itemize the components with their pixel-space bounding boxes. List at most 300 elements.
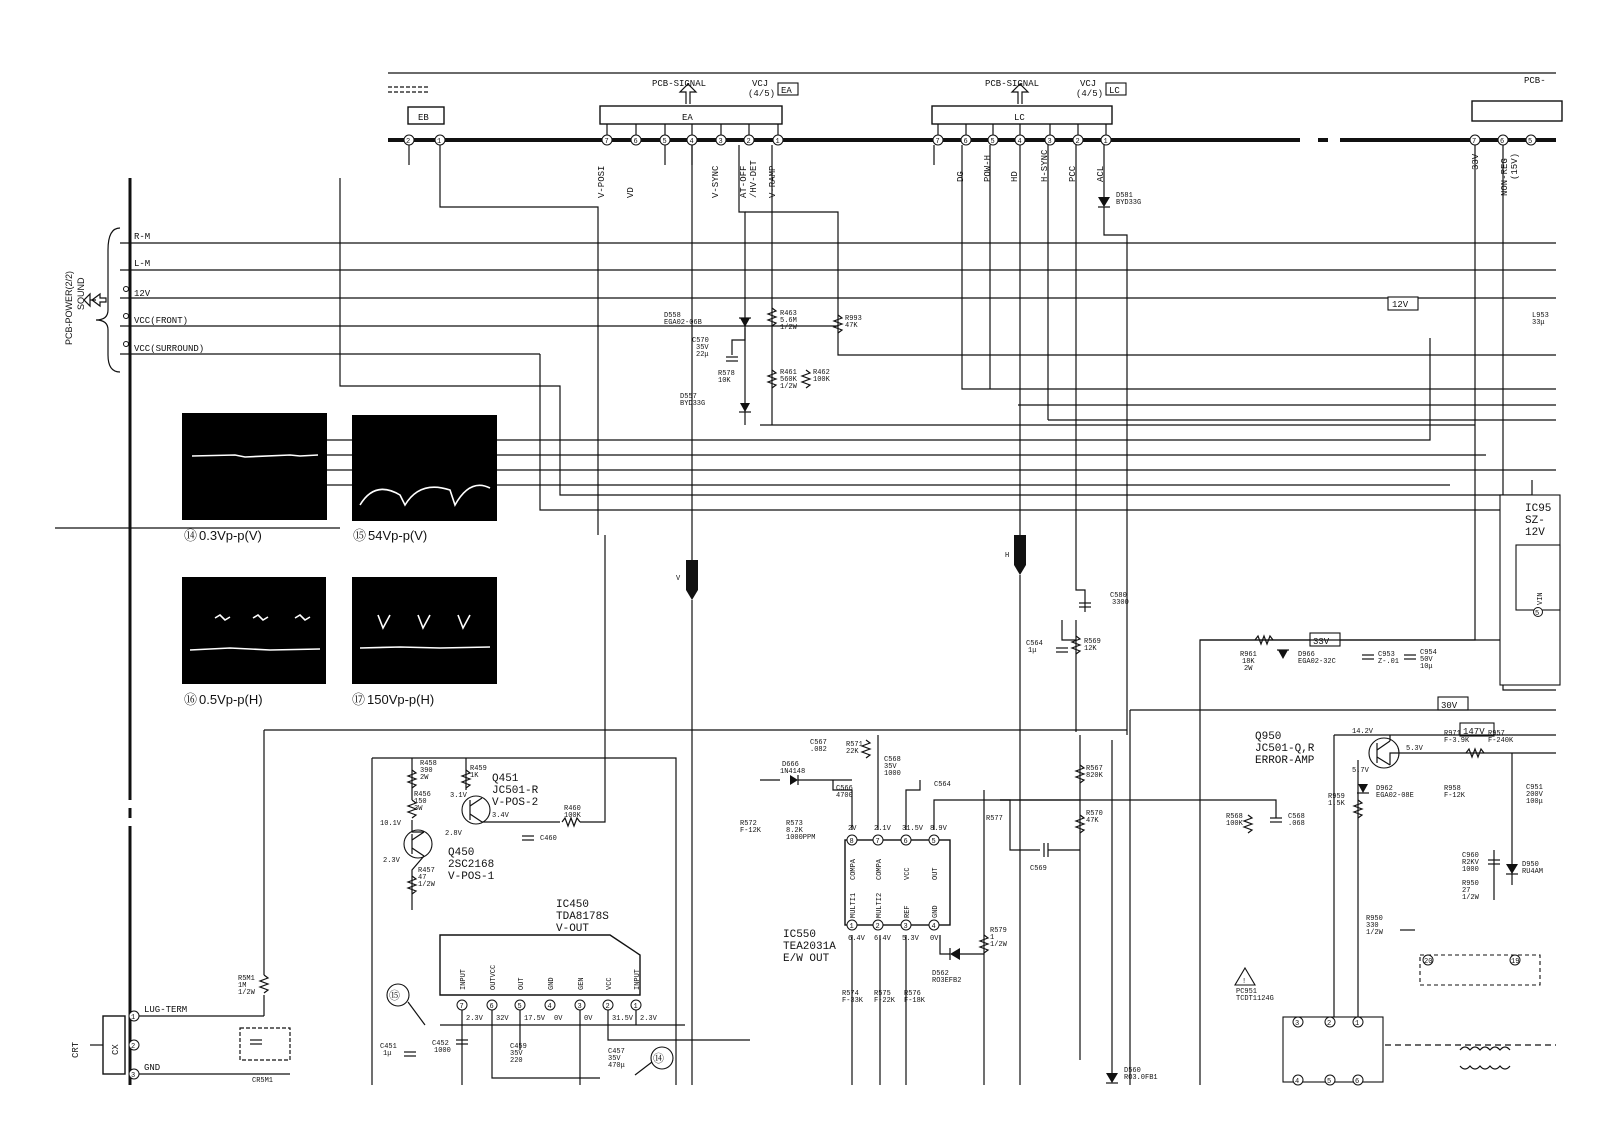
svg-text:50V: 50V bbox=[1420, 656, 1433, 664]
svg-text:R950: R950 bbox=[1366, 915, 1383, 923]
svg-text:1: 1 bbox=[131, 1014, 136, 1022]
svg-text:IC95: IC95 bbox=[1525, 503, 1552, 515]
svg-text:C580: C580 bbox=[1110, 592, 1127, 600]
svg-text:JC501-R: JC501-R bbox=[492, 785, 539, 797]
power-group-label: PCB-POWER(2/2) bbox=[64, 270, 74, 345]
svg-text:2: 2 bbox=[406, 138, 411, 146]
svg-text:R579: R579 bbox=[990, 927, 1007, 935]
ic550-pin-number: 8 bbox=[849, 838, 854, 846]
ic550-pin-voltage: 6.4V bbox=[848, 935, 865, 943]
lc-pin-number: 2 bbox=[1075, 138, 1080, 146]
ic450-pin-voltage: 31.5V bbox=[612, 1015, 634, 1023]
lc-pin-number: 3 bbox=[1047, 138, 1052, 146]
svg-text:C960: C960 bbox=[1462, 852, 1479, 860]
rail-147v: 147V bbox=[1463, 727, 1485, 737]
svg-text:R574: R574 bbox=[842, 990, 859, 998]
connector-lc-header bbox=[932, 79, 1126, 124]
svg-text:TCDT1124G: TCDT1124G bbox=[1236, 995, 1274, 1003]
svg-text:SOUND: SOUND bbox=[76, 277, 86, 310]
svg-text:3W: 3W bbox=[414, 805, 423, 813]
svg-text:3300: 3300 bbox=[1112, 599, 1129, 607]
ic550-pin-number: 6 bbox=[903, 838, 908, 846]
svg-text:8.2K: 8.2K bbox=[786, 827, 803, 835]
svg-text:5: 5 bbox=[1327, 1078, 1332, 1086]
svg-text:D562: D562 bbox=[932, 970, 949, 978]
svg-text:1000PPM: 1000PPM bbox=[786, 834, 816, 842]
svg-text:(4/5): (4/5) bbox=[748, 89, 776, 99]
svg-text:1/2W: 1/2W bbox=[238, 989, 255, 997]
q950-circuit bbox=[1255, 728, 1556, 937]
svg-text:F-12K: F-12K bbox=[740, 827, 762, 835]
connector-ea-header bbox=[600, 79, 798, 124]
svg-text:VCJ: VCJ bbox=[1080, 79, 1097, 89]
svg-text:R572: R572 bbox=[740, 820, 757, 828]
ic450-pin-label: OUTVCC bbox=[490, 964, 498, 990]
ic550-pin-label: GND bbox=[932, 905, 940, 918]
svg-text:V-POS-2: V-POS-2 bbox=[492, 797, 539, 809]
lc-signal-label: HD bbox=[1010, 171, 1020, 182]
svg-text:R573: R573 bbox=[786, 820, 803, 828]
svg-text:V: V bbox=[676, 575, 681, 583]
svg-text:10.1V: 10.1V bbox=[380, 820, 402, 828]
svg-text:35V: 35V bbox=[510, 1050, 523, 1058]
ic450-pin-voltage: 0V bbox=[554, 1015, 563, 1023]
ic450-name: IC450 bbox=[556, 899, 590, 911]
svg-text:(15V): (15V) bbox=[1510, 152, 1520, 180]
svg-text:C452: C452 bbox=[432, 1040, 449, 1048]
ea-signal-label: V-POSI bbox=[597, 165, 607, 198]
svg-text:C567: C567 bbox=[810, 739, 827, 747]
svg-text:F-18K: F-18K bbox=[904, 997, 926, 1005]
svg-text:820K: 820K bbox=[1086, 772, 1103, 780]
ic550-pin-number: 1 bbox=[849, 923, 854, 931]
svg-text:VIN: VIN bbox=[1537, 592, 1545, 605]
svg-text:33μ: 33μ bbox=[1532, 319, 1545, 327]
svg-text:R5M1: R5M1 bbox=[238, 975, 255, 983]
svg-text:12K: 12K bbox=[1084, 645, 1097, 653]
ic550-pin-label: COMPA bbox=[850, 858, 858, 880]
connector-lc-pins bbox=[933, 124, 1111, 182]
svg-text:12V: 12V bbox=[1525, 527, 1545, 539]
ic450-pin-number: 3 bbox=[577, 1003, 582, 1011]
svg-text:47: 47 bbox=[418, 874, 427, 882]
ea-pin-number: 6 bbox=[633, 138, 638, 146]
svg-text:EGA02-06B: EGA02-06B bbox=[664, 319, 702, 327]
ic450-pin-voltage: 0V bbox=[584, 1015, 593, 1023]
svg-text:(4/5): (4/5) bbox=[1076, 89, 1104, 99]
svg-text:PCB-: PCB- bbox=[1524, 76, 1546, 86]
svg-text:D962: D962 bbox=[1376, 785, 1393, 793]
svg-text:NON-REG: NON-REG bbox=[1500, 158, 1510, 196]
ic450-pin-number: 4 bbox=[547, 1003, 552, 1011]
ea-pin-number: 5 bbox=[662, 138, 667, 146]
rail-30v: 30V bbox=[1441, 701, 1458, 711]
waveform-14 bbox=[182, 413, 327, 543]
svg-text:47K: 47K bbox=[1086, 817, 1099, 825]
svg-text:10K: 10K bbox=[718, 377, 731, 385]
ea-signal-label: VD bbox=[626, 187, 636, 198]
ic450-pin-number: 6 bbox=[489, 1003, 494, 1011]
connector-ea-label: EA bbox=[682, 113, 693, 123]
svg-text:5: 5 bbox=[1535, 610, 1540, 618]
svg-text:5: 5 bbox=[1528, 138, 1533, 146]
svg-text:PC951: PC951 bbox=[1236, 988, 1258, 996]
vramp-circuit bbox=[664, 145, 862, 425]
ic550-pin-voltage: 6.4V bbox=[874, 935, 891, 943]
svg-text:1/2W: 1/2W bbox=[418, 881, 435, 889]
svg-text:C564: C564 bbox=[934, 781, 951, 789]
waveform-16 bbox=[182, 577, 326, 707]
svg-text:1μ: 1μ bbox=[383, 1050, 392, 1058]
connector-lc-label: LC bbox=[1014, 113, 1025, 123]
svg-text:27: 27 bbox=[1462, 887, 1471, 895]
ic550-pin-label: MULTI2 bbox=[876, 892, 884, 918]
crt-label: CRT bbox=[71, 1041, 81, 1058]
svg-text:RO3EFB2: RO3EFB2 bbox=[932, 977, 962, 985]
svg-text:R577: R577 bbox=[986, 815, 1003, 823]
svg-text:C451: C451 bbox=[380, 1043, 397, 1051]
svg-text:35V: 35V bbox=[696, 344, 709, 352]
svg-text:VCC(FRONT): VCC(FRONT) bbox=[134, 316, 189, 326]
svg-text:⑯: ⑯ bbox=[184, 692, 198, 707]
svg-text:5.7V: 5.7V bbox=[1352, 767, 1369, 775]
ic550-pin-label: MULTI1 bbox=[850, 892, 858, 918]
svg-text:14.2V: 14.2V bbox=[1352, 728, 1374, 736]
lc-signal-label: PCB-SIGNAL bbox=[985, 79, 1040, 89]
svg-text:R971: R971 bbox=[1444, 730, 1461, 738]
svg-text:R456: R456 bbox=[414, 791, 431, 799]
svg-text:C569: C569 bbox=[1030, 865, 1047, 873]
svg-text:100K: 100K bbox=[813, 376, 830, 384]
svg-text:E/W OUT: E/W OUT bbox=[783, 953, 830, 965]
svg-text:3: 3 bbox=[131, 1072, 136, 1080]
svg-text:V-OUT: V-OUT bbox=[556, 923, 590, 935]
ea-signal-label: V-SYNC bbox=[711, 165, 721, 198]
ic550-pin-voltage: 5.3V bbox=[902, 935, 919, 943]
svg-text:4700: 4700 bbox=[836, 792, 853, 800]
svg-text:R571: R571 bbox=[846, 741, 863, 749]
ic450-pin-label: GND bbox=[548, 977, 556, 990]
ic450-pin-voltage: 17.5V bbox=[524, 1015, 546, 1023]
svg-text:LC: LC bbox=[1109, 86, 1120, 96]
svg-text:D560: D560 bbox=[1124, 1067, 1141, 1075]
ic550-pin-voltage: 2V bbox=[848, 825, 857, 833]
svg-text:C457: C457 bbox=[608, 1048, 625, 1056]
ic450-pin-voltage: 32V bbox=[496, 1015, 509, 1023]
ic450-pin-label: INPUT bbox=[634, 968, 642, 990]
svg-text:TEA2031A: TEA2031A bbox=[783, 941, 836, 953]
svg-text:R961: R961 bbox=[1240, 651, 1257, 659]
svg-text:D966: D966 bbox=[1298, 651, 1315, 659]
svg-text:150Vp-p(H): 150Vp-p(H) bbox=[367, 692, 435, 707]
svg-text:560K: 560K bbox=[780, 376, 797, 384]
ic450-pin-label: VCC bbox=[606, 977, 614, 990]
svg-text:100K: 100K bbox=[564, 812, 581, 820]
svg-text:R463: R463 bbox=[780, 310, 797, 318]
waveform-14-label: ⑭ bbox=[184, 528, 198, 543]
svg-text:R570: R570 bbox=[1086, 810, 1103, 818]
ic450-pin-number: 1 bbox=[633, 1003, 638, 1011]
svg-text:R993: R993 bbox=[845, 315, 862, 323]
ic550-pin-label: REF bbox=[904, 905, 912, 918]
crt-connector bbox=[71, 975, 290, 1085]
connector-ea-pins bbox=[597, 124, 783, 198]
svg-text:SZ-: SZ- bbox=[1525, 515, 1545, 527]
svg-text:F-22K: F-22K bbox=[874, 997, 896, 1005]
svg-text:EGA02-08E: EGA02-08E bbox=[1376, 792, 1414, 800]
svg-text:GND: GND bbox=[144, 1063, 161, 1073]
tag-12v: 12V bbox=[1392, 300, 1409, 310]
svg-text:1/2W: 1/2W bbox=[1366, 929, 1383, 937]
svg-text:V-POS-1: V-POS-1 bbox=[448, 871, 495, 883]
svg-text:2SC2168: 2SC2168 bbox=[448, 859, 495, 871]
probe-h bbox=[1005, 145, 1026, 1085]
svg-text:1000: 1000 bbox=[434, 1047, 451, 1055]
svg-text:0.3Vp-p(V): 0.3Vp-p(V) bbox=[199, 528, 262, 543]
svg-text:3.4V: 3.4V bbox=[492, 812, 509, 820]
svg-text:200V: 200V bbox=[1526, 791, 1543, 799]
svg-text:3: 3 bbox=[1295, 1020, 1300, 1028]
svg-text:390: 390 bbox=[420, 767, 433, 775]
svg-text:RU4AM: RU4AM bbox=[1522, 868, 1544, 876]
svg-text:R567: R567 bbox=[1086, 765, 1103, 773]
svg-text:10μ: 10μ bbox=[1420, 663, 1433, 671]
svg-text:5.3V: 5.3V bbox=[1406, 745, 1423, 753]
svg-text:3.1V: 3.1V bbox=[450, 792, 467, 800]
svg-text:12V: 12V bbox=[134, 289, 151, 299]
ic550-pin-number: 7 bbox=[875, 838, 880, 846]
svg-text:5.6M: 5.6M bbox=[780, 317, 797, 325]
svg-text:330: 330 bbox=[1366, 922, 1379, 930]
svg-text:1.5K: 1.5K bbox=[1328, 800, 1345, 808]
ic550-pin-voltage: 0V bbox=[930, 935, 939, 943]
svg-text:1/2W: 1/2W bbox=[780, 383, 797, 391]
lc-signal-label: ACL bbox=[1096, 165, 1106, 182]
ic550-pin-number: 3 bbox=[903, 923, 908, 931]
svg-text:C459: C459 bbox=[510, 1043, 527, 1051]
svg-text:C568: C568 bbox=[1288, 813, 1305, 821]
svg-text:R576: R576 bbox=[904, 990, 921, 998]
ea-signal-label: /HV-DET bbox=[749, 160, 759, 198]
svg-text:R950: R950 bbox=[1462, 880, 1479, 888]
lc-signal-label: PCC bbox=[1068, 165, 1078, 182]
svg-text:VCC(SURROUND): VCC(SURROUND) bbox=[134, 344, 205, 354]
svg-text:R461: R461 bbox=[780, 369, 797, 377]
svg-text:Z-.01: Z-.01 bbox=[1378, 658, 1400, 666]
svg-text:CX: CX bbox=[111, 1044, 121, 1055]
svg-text:1/2W: 1/2W bbox=[780, 324, 797, 332]
svg-text:C953: C953 bbox=[1378, 651, 1395, 659]
svg-text:35V: 35V bbox=[608, 1055, 621, 1063]
svg-text:2: 2 bbox=[131, 1043, 136, 1051]
svg-text:1μ: 1μ bbox=[1028, 647, 1037, 655]
svg-text:100μ: 100μ bbox=[1526, 798, 1543, 806]
svg-text:R2KV: R2KV bbox=[1462, 859, 1479, 867]
svg-text:BYD33G: BYD33G bbox=[680, 400, 706, 408]
ic550-pin-voltage: 8.9V bbox=[930, 825, 947, 833]
svg-text:JC501-Q,R: JC501-Q,R bbox=[1255, 743, 1315, 755]
callout-14: ⑭ bbox=[653, 1053, 664, 1065]
lc-pin-number: 4 bbox=[1017, 138, 1022, 146]
svg-text:BYD33G: BYD33G bbox=[1116, 199, 1142, 207]
ic550-pin-number: 2 bbox=[875, 923, 880, 931]
svg-text:R578: R578 bbox=[718, 370, 735, 378]
ic550-ew-out bbox=[740, 735, 1305, 1085]
svg-text:22K: 22K bbox=[846, 748, 859, 756]
svg-text:EA: EA bbox=[781, 86, 792, 96]
svg-text:D950: D950 bbox=[1522, 861, 1539, 869]
ic550-pin-label: VCC bbox=[904, 867, 912, 880]
svg-text:22μ: 22μ bbox=[696, 351, 709, 359]
svg-text:R-M: R-M bbox=[134, 232, 151, 242]
svg-text:2: 2 bbox=[1327, 1020, 1332, 1028]
svg-text:Q451: Q451 bbox=[492, 773, 519, 785]
lc-pin-number: 5 bbox=[990, 138, 995, 146]
ic550-pin-voltage: 31.5V bbox=[902, 825, 924, 833]
svg-text:7: 7 bbox=[1472, 138, 1477, 146]
svg-text:F-240K: F-240K bbox=[1488, 737, 1514, 745]
svg-text:L-M: L-M bbox=[134, 259, 151, 269]
ea-pin-number: 3 bbox=[718, 138, 723, 146]
svg-text:20: 20 bbox=[1424, 958, 1433, 966]
ea-pin-number: 7 bbox=[604, 138, 609, 146]
ic450-pin-number: 7 bbox=[459, 1003, 464, 1011]
svg-text:!: ! bbox=[1242, 978, 1247, 986]
waveform-15 bbox=[352, 415, 497, 543]
ea-pin-number: 2 bbox=[746, 138, 751, 146]
svg-text:RO3.0FB1: RO3.0FB1 bbox=[1124, 1074, 1158, 1082]
ic450-pin-label: GEN bbox=[578, 977, 586, 990]
lc-signal-label: DG bbox=[956, 171, 966, 182]
ic450-pin-voltage: 2.3V bbox=[640, 1015, 657, 1023]
ic450-pin-number: 5 bbox=[517, 1003, 522, 1011]
svg-text:0.5Vp-p(H): 0.5Vp-p(H) bbox=[199, 692, 263, 707]
svg-text:220: 220 bbox=[510, 1057, 523, 1065]
lc-signal-label: H-SYNC bbox=[1040, 149, 1050, 182]
svg-text:2.3V: 2.3V bbox=[383, 857, 400, 865]
svg-text:1/2W: 1/2W bbox=[1462, 894, 1479, 902]
svg-text:1: 1 bbox=[437, 138, 442, 146]
ic95x bbox=[1500, 495, 1560, 685]
ea-pin-number: 4 bbox=[689, 138, 694, 146]
ea-signal-label: PCB-SIGNAL bbox=[652, 79, 707, 89]
svg-text:R959: R959 bbox=[1328, 793, 1345, 801]
svg-text:R460: R460 bbox=[564, 805, 581, 813]
ic550-pin-voltage: 2.1V bbox=[874, 825, 891, 833]
ic450-pin-number: 2 bbox=[605, 1003, 610, 1011]
svg-text:⑮: ⑮ bbox=[353, 528, 367, 543]
svg-text:.068: .068 bbox=[1288, 820, 1305, 828]
rail-33v: 33V bbox=[1313, 637, 1330, 647]
svg-text:TDA8178S: TDA8178S bbox=[556, 911, 609, 923]
ic550-pin-label: COMPA bbox=[876, 858, 884, 880]
power-group-brace bbox=[96, 228, 120, 372]
svg-text:C460: C460 bbox=[540, 835, 557, 843]
lc-pin-number: 1 bbox=[1103, 138, 1108, 146]
svg-text:F-33K: F-33K bbox=[842, 997, 864, 1005]
svg-text:C568: C568 bbox=[884, 756, 901, 764]
svg-text:C566: C566 bbox=[836, 785, 853, 793]
svg-text:19: 19 bbox=[1511, 958, 1520, 966]
waveform-17 bbox=[352, 577, 497, 707]
lc-pin-number: 7 bbox=[935, 138, 940, 146]
svg-text:1M: 1M bbox=[238, 982, 247, 990]
svg-text:1: 1 bbox=[1355, 1020, 1360, 1028]
svg-text:LUG-TERM: LUG-TERM bbox=[144, 1005, 188, 1015]
ea-signal-label: V-RAMP bbox=[768, 165, 778, 198]
lc-signal-label: POW-H bbox=[983, 154, 993, 182]
svg-text:R569: R569 bbox=[1084, 638, 1101, 646]
ic450-pin-label: OUT bbox=[518, 977, 526, 990]
svg-text:C951: C951 bbox=[1526, 784, 1543, 792]
svg-text:100K: 100K bbox=[1226, 820, 1243, 828]
svg-text:VCJ: VCJ bbox=[752, 79, 769, 89]
svg-text:Q450: Q450 bbox=[448, 847, 475, 859]
ic450-pin-label: INPUT bbox=[460, 968, 468, 990]
svg-text:R958: R958 bbox=[1444, 785, 1461, 793]
svg-text:⑰: ⑰ bbox=[352, 692, 366, 707]
svg-text:D558: D558 bbox=[664, 312, 681, 320]
svg-text:4: 4 bbox=[1295, 1078, 1300, 1086]
svg-text:D666: D666 bbox=[782, 761, 799, 769]
svg-text:1: 1 bbox=[990, 934, 995, 942]
svg-text:D581: D581 bbox=[1116, 192, 1133, 200]
svg-text:2W: 2W bbox=[1244, 665, 1253, 673]
svg-text:L953: L953 bbox=[1532, 312, 1549, 320]
lc-pin-number: 6 bbox=[963, 138, 968, 146]
svg-text:2.8V: 2.8V bbox=[445, 830, 462, 838]
svg-text:H: H bbox=[1005, 552, 1010, 560]
svg-text:R568: R568 bbox=[1226, 813, 1243, 821]
svg-text:35V: 35V bbox=[884, 763, 897, 771]
svg-text:1N4148: 1N4148 bbox=[780, 768, 806, 776]
svg-text:150: 150 bbox=[414, 798, 427, 806]
ic550-pin-number: 4 bbox=[931, 923, 936, 931]
ic550-pin-number: 5 bbox=[931, 838, 936, 846]
connector-eb-label: EB bbox=[418, 113, 429, 123]
svg-text:C954: C954 bbox=[1420, 649, 1437, 657]
svg-text:ERROR-AMP: ERROR-AMP bbox=[1255, 755, 1315, 767]
svg-text:CR5M1: CR5M1 bbox=[252, 1077, 274, 1085]
ic450-v-out bbox=[380, 899, 750, 1085]
svg-text:F-12K: F-12K bbox=[1444, 792, 1466, 800]
svg-text:C570: C570 bbox=[692, 337, 709, 345]
svg-text:R459: R459 bbox=[470, 765, 487, 773]
ea-signal-label: AT-OFF bbox=[739, 165, 749, 198]
svg-text:EGA02-32C: EGA02-32C bbox=[1298, 658, 1336, 666]
svg-text:.082: .082 bbox=[810, 746, 827, 754]
ic550-name: IC550 bbox=[783, 929, 817, 941]
svg-text:C564: C564 bbox=[1026, 640, 1043, 648]
svg-text:47K: 47K bbox=[845, 322, 858, 330]
ea-pin-number: 1 bbox=[775, 138, 780, 146]
svg-text:6: 6 bbox=[1500, 138, 1505, 146]
svg-text:R462: R462 bbox=[813, 369, 830, 377]
ic450-pin-voltage: 2.3V bbox=[466, 1015, 483, 1023]
probe-v bbox=[676, 145, 698, 1085]
svg-text:1000: 1000 bbox=[884, 770, 901, 778]
svg-text:D557: D557 bbox=[680, 393, 697, 401]
ic550-pin-label: OUT bbox=[932, 867, 940, 880]
pc951-photocoupler bbox=[1235, 930, 1556, 1086]
svg-text:F-3.9K: F-3.9K bbox=[1444, 737, 1470, 745]
svg-text:R957: R957 bbox=[1488, 730, 1505, 738]
callout-15: ⑮ bbox=[389, 990, 400, 1002]
svg-text:2W: 2W bbox=[420, 774, 429, 782]
svg-text:Q950: Q950 bbox=[1255, 731, 1282, 743]
svg-text:R457: R457 bbox=[418, 867, 435, 875]
svg-text:18K: 18K bbox=[1242, 658, 1255, 666]
